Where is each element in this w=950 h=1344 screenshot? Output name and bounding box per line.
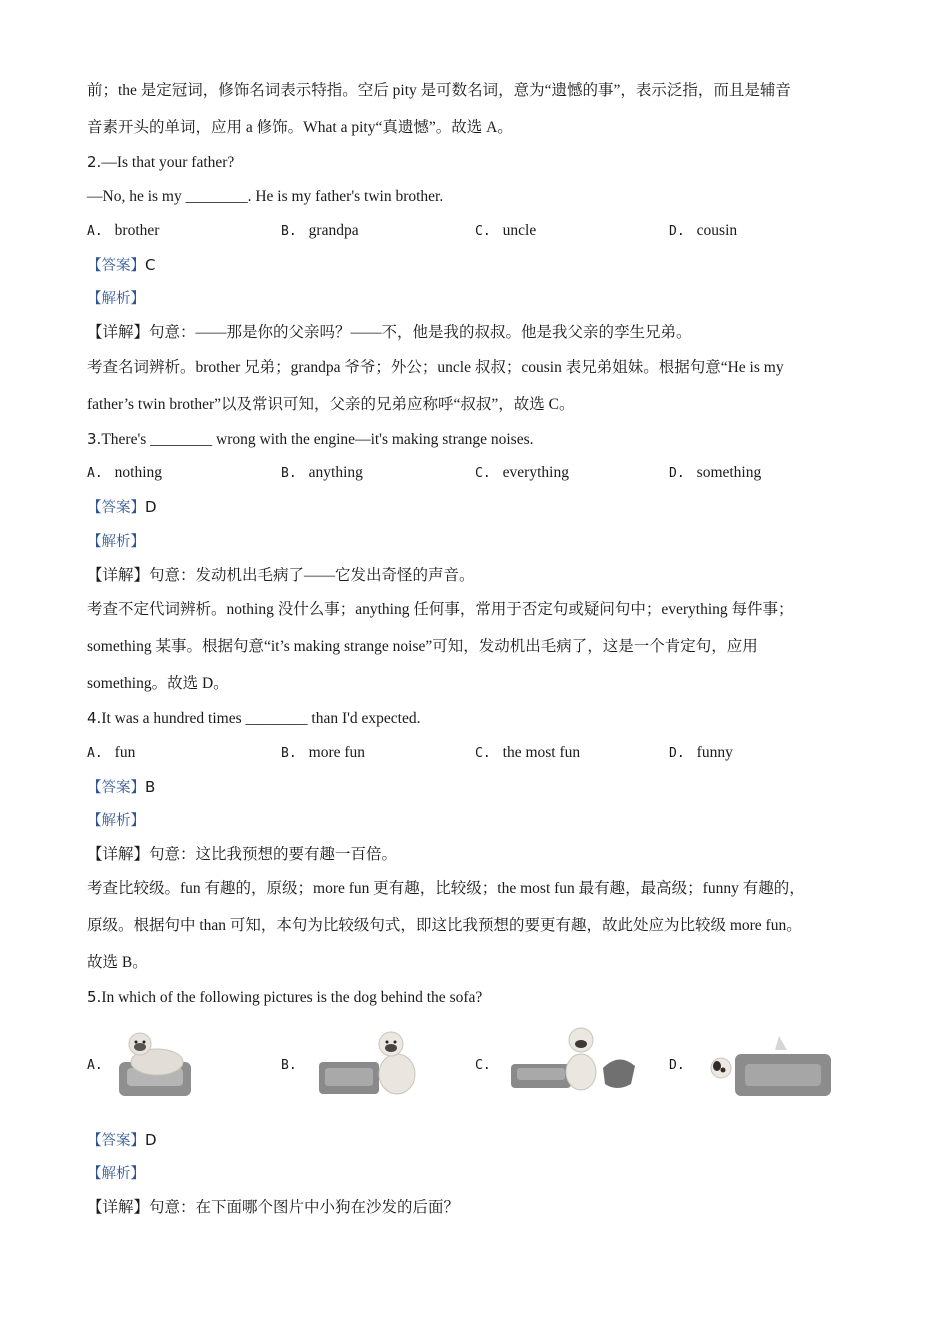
dog-between-sofas-image	[509, 1022, 639, 1102]
option-c: C. the most fun	[475, 744, 581, 761]
answer-label: 【答案】	[87, 780, 145, 796]
dog-behind-sofa-image	[705, 1022, 835, 1102]
detail-label: 【详解】	[87, 567, 150, 584]
question-2-stem	[87, 152, 234, 173]
sofa-seat	[325, 1068, 373, 1086]
chair-shape	[603, 1059, 635, 1088]
option-d: D. cousin	[669, 222, 738, 239]
option-b: B. anything	[281, 464, 363, 481]
question-3-stem	[87, 429, 534, 450]
question-number: 4.	[87, 709, 102, 727]
lamp-shape	[775, 1036, 787, 1050]
picture-option-a: A.	[87, 1022, 207, 1107]
answer-label: 【答案】	[87, 500, 145, 516]
answer-value: B	[145, 778, 156, 796]
dog-nose	[721, 1068, 726, 1073]
question-3-explanation-2: something 某事。根据句意“it’s making strange noise”可知，发动机出毛病了，这是一个肯定句，应用	[87, 638, 758, 655]
question-5-stem	[87, 987, 482, 1008]
dog-eye	[135, 1041, 138, 1044]
intro-line-1: 前；the 是定冠词，修饰名词表示特指。空后 pity 是可数名词，意为“遗憾的事”，表示泛指，而且是辅音	[87, 82, 791, 99]
dog-beside-sofa-image	[317, 1022, 427, 1102]
option-a: A. brother	[87, 222, 160, 239]
dog-body	[379, 1054, 415, 1094]
answer-value: D	[145, 1131, 157, 1149]
option-b: B. grandpa	[281, 222, 359, 239]
question-5-detail: 【详解】句意：在下面哪个图片中小狗在沙发的后面？	[87, 1199, 460, 1216]
question-text: It was a hundred times ________ than I'd expected.	[101, 710, 421, 727]
question-2-answer	[87, 255, 155, 276]
answer-label: 【答案】	[87, 1133, 145, 1149]
question-4-options	[87, 743, 867, 763]
question-3-detail: 【详解】句意：发动机出毛病了——它发出奇怪的声音。	[87, 567, 475, 584]
question-2-detail: 【详解】句意：——那是你的父亲吗？——不，他是我的叔叔。他是我父亲的孪生兄弟。	[87, 324, 692, 341]
question-number: 5.	[87, 988, 102, 1006]
detail-label: 【详解】	[87, 324, 150, 341]
question-4-explanation-2: 原级。根据句中 than 可知，本句为比较级句式，即这比我预想的要更有趣，故此处应为比较级 more fun。	[87, 917, 802, 934]
question-2-explanation-1: 考查名词辨析。brother 兄弟；grandpa 爷爷；外公；uncle 叔叔；cousin 表兄弟姐妹。根据句意“He is my	[87, 359, 784, 376]
dog-body	[566, 1054, 596, 1090]
intro-line-2: 音素开头的单词，应用 a 修饰。What a pity“真遗憾”。故选 A。	[87, 119, 513, 136]
detail-label: 【详解】	[87, 846, 150, 863]
question-4-explanation-3: 故选 B。	[87, 954, 148, 971]
picture-option-c: C.	[475, 1022, 645, 1107]
option-c: C. everything	[475, 464, 569, 481]
question-5-answer	[87, 1130, 157, 1151]
question-4-detail: 【详解】句意：这比我预想的要有趣一百倍。	[87, 846, 398, 863]
question-5-picture-options	[87, 1022, 867, 1107]
option-d: D. funny	[669, 744, 733, 761]
dog-eye	[143, 1041, 146, 1044]
detail-label: 【详解】	[87, 1199, 150, 1216]
analysis-label: 【解析】	[87, 1166, 145, 1182]
dog-eye	[394, 1041, 397, 1044]
question-2-explanation-2: father’s twin brother”以及常识可知，父亲的兄弟应称呼“叔叔”，故选 C。	[87, 396, 575, 413]
picture-option-d: D.	[669, 1022, 839, 1107]
question-text: —Is that your father?	[101, 154, 235, 171]
analysis-label: 【解析】	[87, 534, 145, 550]
question-3-answer	[87, 497, 157, 518]
dog-ear	[713, 1061, 721, 1071]
answer-value: C	[145, 256, 156, 274]
question-2-options	[87, 221, 867, 241]
question-2-stem-line-2: —No, he is my ________. He is my father's twin brother.	[87, 188, 444, 205]
option-a: A. fun	[87, 744, 136, 761]
dog-muzzle	[575, 1040, 587, 1048]
answer-label: 【答案】	[87, 258, 145, 274]
option-a: A. nothing	[87, 464, 163, 481]
question-3-explanation-1: 考查不定代词辨析。nothing 没什么事；anything 任何事，常用于否定句或疑问句中；everything 每件事；	[87, 601, 794, 618]
dog-muzzle	[134, 1043, 146, 1051]
dog-muzzle	[385, 1044, 397, 1052]
question-text: In which of the following pictures is the dog behind the sofa?	[101, 989, 483, 1006]
question-number: 2.	[87, 153, 102, 171]
analysis-label: 【解析】	[87, 291, 145, 307]
analysis-label: 【解析】	[87, 813, 145, 829]
question-4-answer	[87, 777, 155, 798]
option-d: D. something	[669, 464, 762, 481]
question-3-explanation-3: something。故选 D。	[87, 675, 229, 692]
answer-value: D	[145, 498, 157, 516]
question-4-explanation-1: 考查比较级。fun 有趣的，原级；more fun 更有趣，比较级；the most fun 最有趣，最高级；funny 有趣的，	[87, 880, 805, 897]
question-text: There's ________ wrong with the engine—it's making strange noises.	[101, 431, 534, 448]
question-3-options	[87, 463, 867, 483]
dog-on-sofa-image	[115, 1022, 195, 1102]
question-number: 3.	[87, 430, 102, 448]
dog-eye	[386, 1041, 389, 1044]
picture-option-b: B.	[281, 1022, 441, 1107]
sofa-seat	[517, 1068, 565, 1080]
option-c: C. uncle	[475, 222, 537, 239]
option-b: B. more fun	[281, 744, 366, 761]
question-4-stem	[87, 708, 420, 729]
sofa-seat	[745, 1064, 821, 1086]
